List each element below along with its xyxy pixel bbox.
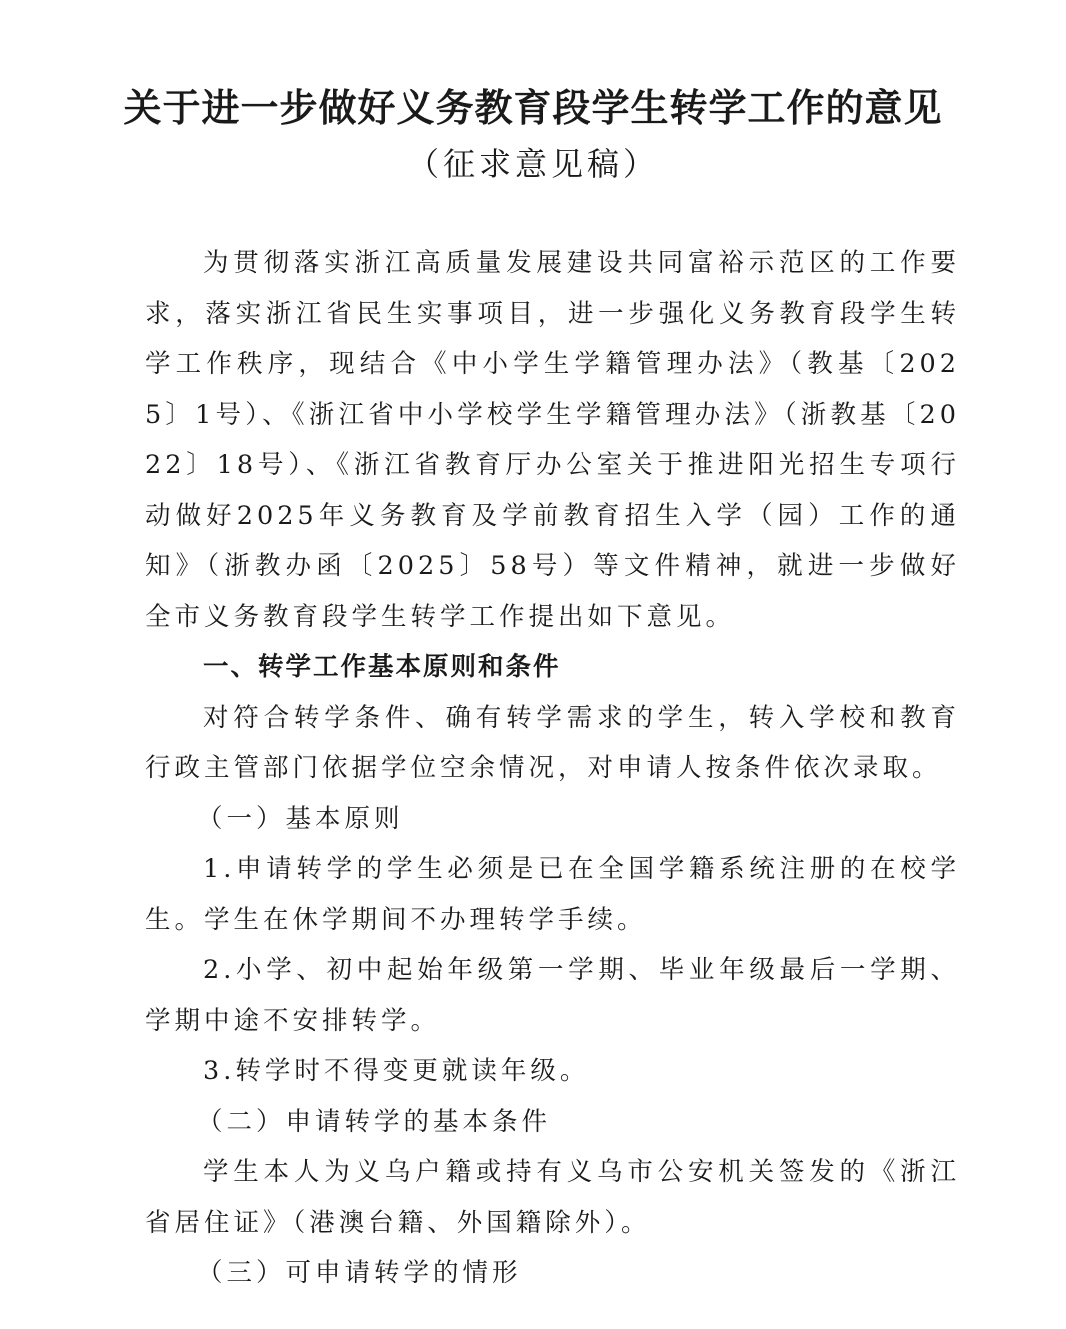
document-title: 关于进一步做好义务教育段学生转学工作的意见 bbox=[123, 85, 943, 130]
section-1-paragraph: 对符合转学条件、确有转学需求的学生，转入学校和教育行政主管部门依据学位空余情况，对申请人按条件依次录取。 bbox=[145, 702, 960, 783]
subsection-heading-transfer-cases: （三）可申请转学的情形 bbox=[197, 1258, 522, 1288]
principle-item-1: 1.申请转学的学生必须是已在全国学籍系统注册的在校学生。学生在休学期间不办理转学手续。 bbox=[145, 854, 960, 935]
conditions-paragraph: 学生本人为义乌户籍或持有义乌市公安机关签发的《浙江省居住证》（港澳台籍、外国籍除外）。 bbox=[145, 1157, 960, 1238]
subsection-heading-basic-conditions: （二）申请转学的基本条件 bbox=[197, 1106, 552, 1137]
section-heading-1: 一、转学工作基本原则和条件 bbox=[203, 652, 561, 682]
document-body bbox=[145, 238, 960, 1299]
intro-paragraph: 为贯彻落实浙江高质量发展建设共同富裕示范区的工作要求，落实浙江省民生实事项目，进一步强化义务教育段学生转学工作秩序，现结合《中小学生学籍管理办法》（教基〔2025〕1号）、《浙江省中小学校学生学籍管理办法》（浙教基〔2022〕18号）、《浙江省教育厅办公室关于推进阳光招生专项行动做好2025年义务教育及学前教育招生入学（园）工作的通知》（浙教办函〔2025〕58号）等文件精神，就进一步做好全市义务教育段学生转学工作提出如下意见。 bbox=[145, 248, 960, 632]
document-subtitle: （征求意见稿） bbox=[406, 145, 659, 183]
subsection-heading-basic-principles: （一）基本原则 bbox=[197, 803, 404, 834]
principle-item-2: 2.小学、初中起始年级第一学期、毕业年级最后一学期、学期中途不安排转学。 bbox=[145, 955, 960, 1036]
principle-item-3: 3.转学时不得变更就读年级。 bbox=[203, 1056, 590, 1086]
